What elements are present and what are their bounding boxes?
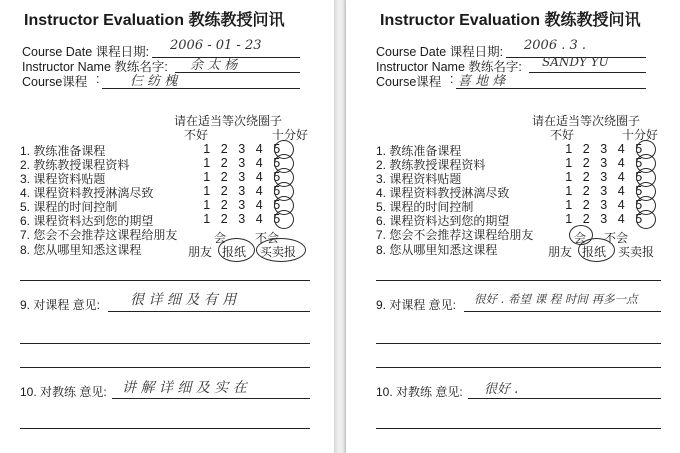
rating-instruction: 请在适当等次绕圈子: [532, 114, 641, 128]
comment-line: [20, 343, 310, 344]
rating-scale-row: 1 2 3 4 5: [565, 184, 643, 198]
rating-scale-row: 1 2 3 4 5: [565, 142, 643, 156]
rating-scale-row: 1 2 3 4 5: [203, 170, 281, 184]
q8-option-newspaper: 报纸: [582, 245, 607, 259]
instructor-name-label: Instructor Name 教练名字:: [22, 60, 168, 74]
instructor-name-value: SANDY YU: [542, 55, 609, 69]
question-item: 1. 教练准备课程: [20, 144, 106, 158]
rating-scale-row: 1 2 3 4 5: [203, 198, 281, 212]
comment-line: [376, 367, 661, 368]
rating-scale-row: 1 2 3 4 5: [203, 156, 281, 170]
question-item: 6. 课程资料达到您的期望: [20, 214, 154, 228]
comment-line: [464, 311, 661, 312]
comment-line: [376, 280, 661, 281]
q9-label: 9. 对课程 意见:: [20, 298, 101, 312]
course-colon: :: [450, 72, 454, 86]
comment-line: [376, 343, 661, 344]
instructor-name-label: Instructor Name 教练名字:: [376, 60, 522, 74]
q7-no-option: 不会: [255, 231, 280, 245]
question-item: 8. 您从哪里知悉这课程: [376, 243, 498, 257]
evaluation-form-right: [346, 0, 680, 453]
comment-line: [20, 367, 310, 368]
question-item: 3. 课程资料贴题: [376, 172, 462, 186]
course-date-label: Course Date 课程日期:: [22, 45, 150, 59]
comment-line: [468, 398, 661, 399]
q7-yes-option: 会: [214, 231, 227, 245]
q10-answer: 很好 .: [484, 382, 519, 397]
rating-scale-row: 1 2 3 4 5: [565, 170, 643, 184]
instructor-name-value: 余 太 杨: [190, 58, 238, 73]
question-item: 2. 教练教授课程资料: [20, 158, 130, 172]
q7-no-option: 不会: [604, 231, 629, 245]
course-date-label: Course Date 课程日期:: [376, 45, 504, 59]
q9-answer: 很 详 细 及 有 用: [130, 292, 237, 308]
course-date-value: 2006 . 3 .: [524, 38, 587, 53]
q10-answer: 讲 解 详 细 及 实 在: [122, 380, 247, 396]
question-item: 7. 您会不会推荐这课程给朋友: [20, 228, 178, 242]
question-item: 3. 课程资料贴题: [20, 172, 106, 186]
rating-scale-row: 1 2 3 4 5: [565, 198, 643, 212]
question-item: 4. 课程资料教授淋漓尽致: [376, 186, 510, 200]
course-value: 喜 地 烽: [458, 74, 506, 89]
comment-line: [20, 280, 310, 281]
rating-scale-row: 1 2 3 4 5: [565, 156, 643, 170]
question-item: 2. 教练教授课程资料: [376, 158, 486, 172]
q9-answer: 很好 . 希望 课 程 时间 再多一点: [474, 292, 638, 306]
q9-label: 9. 对课程 意见:: [376, 298, 457, 312]
q8-answer-circle: [578, 238, 615, 262]
q8-option-classifieds: 买卖报: [260, 245, 297, 259]
form-title: Instructor Evaluation 教练教授问讯: [24, 12, 285, 29]
scale-low-label: 不好: [184, 128, 209, 142]
rating-scale-row: 1 2 3 4 5: [203, 184, 281, 198]
scale-high-label: 十分好: [272, 128, 309, 142]
comment-line: [20, 428, 310, 429]
question-item: 5. 课程的时间控制: [376, 200, 474, 214]
comment-line: [376, 428, 661, 429]
comment-line: [112, 398, 310, 399]
comment-line: [108, 311, 310, 312]
form-title: Instructor Evaluation 教练教授问讯: [380, 12, 641, 29]
instructor-name-line: [529, 72, 646, 73]
q8-option-newspaper: 报纸: [222, 245, 247, 259]
q8-option-friend: 朋友: [548, 245, 573, 259]
q10-label: 10. 对教练 意见:: [20, 385, 107, 399]
q8-option-friend: 朋友: [188, 245, 213, 259]
page-gap: [334, 0, 346, 453]
course-colon: :: [96, 72, 100, 86]
course-date-value: 2006 - 01 - 23: [170, 38, 262, 53]
question-item: 7. 您会不会推荐这课程给朋友: [376, 228, 534, 242]
question-item: 1. 教练准备课程: [376, 144, 462, 158]
course-label: Course课程: [22, 75, 88, 89]
scale-high-label: 十分好: [622, 128, 659, 142]
rating-scale-row: 1 2 3 4 5: [203, 142, 281, 156]
q8-answer-circle: [256, 238, 306, 262]
course-label: Course课程: [376, 75, 442, 89]
course-value: 仨 纺 槐: [130, 74, 178, 89]
q10-label: 10. 对教练 意见:: [376, 385, 463, 399]
q8-option-classifieds: 买卖报: [618, 245, 655, 259]
q8-answer-circle: [218, 238, 255, 262]
question-item: 4. 课程资料教授淋漓尽致: [20, 186, 154, 200]
scale-low-label: 不好: [550, 128, 575, 142]
rating-scale-row: 1 2 3 4 5: [203, 212, 281, 226]
rating-scale-row: 1 2 3 4 5: [565, 212, 643, 226]
evaluation-form-left: [0, 0, 334, 453]
rating-circle: [274, 210, 294, 229]
q7-yes-option: 会: [574, 231, 587, 245]
question-item: 5. 课程的时间控制: [20, 200, 118, 214]
question-item: 6. 课程资料达到您的期望: [376, 214, 510, 228]
question-item: 8. 您从哪里知悉这课程: [20, 243, 142, 257]
rating-circle: [636, 210, 656, 229]
rating-instruction: 请在适当等次绕圈子: [174, 114, 283, 128]
